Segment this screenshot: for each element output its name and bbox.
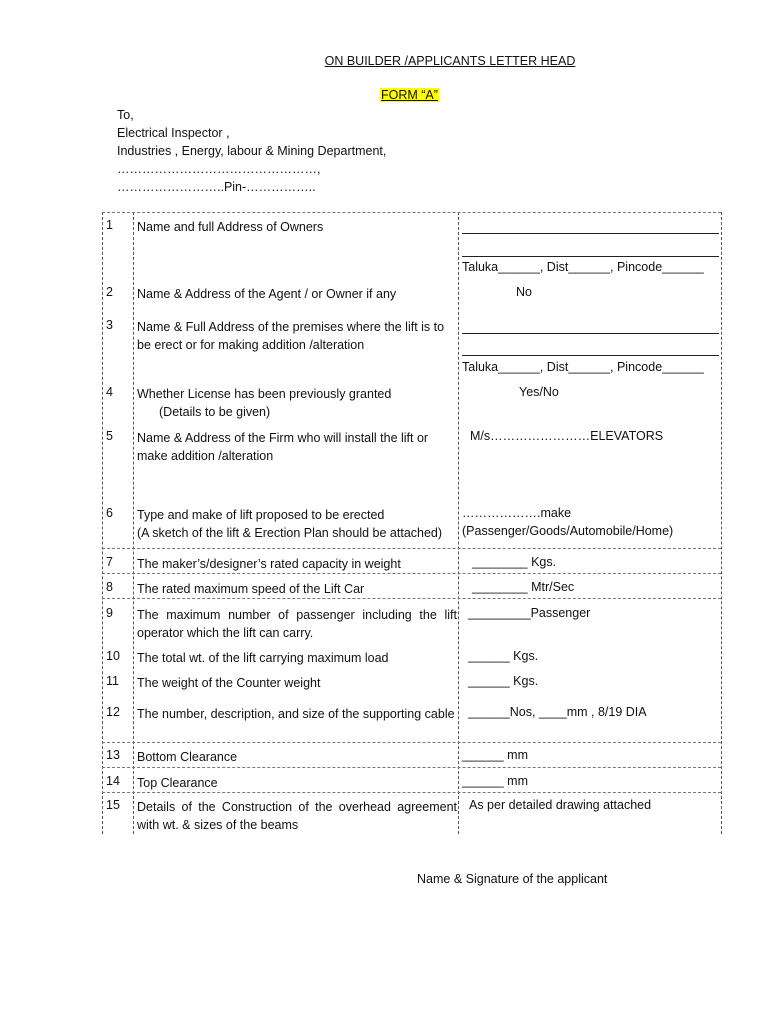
row-label: The maximum number of passenger including the lift operator which the lift can carry. xyxy=(137,608,457,640)
row-number: 12 xyxy=(106,705,120,719)
row-label: The rated maximum speed of the Lift Car xyxy=(137,582,365,596)
row-label: The total wt. of the lift carrying maximum load xyxy=(137,651,389,665)
row-number: 4 xyxy=(106,385,113,399)
row-label-note: (A sketch of the lift & Erection Plan should be attached) xyxy=(137,526,443,540)
row-number: 5 xyxy=(106,429,113,443)
row-value: Taluka______, Dist______, Pincode______ xyxy=(462,360,704,374)
row-label: Name & Address of the Firm who will install the lift or make addition /alteration xyxy=(137,431,429,463)
row-number: 7 xyxy=(106,555,113,569)
row-value: ______ mm xyxy=(462,774,529,788)
row-label: Details of the Construction of the overhead agreement with wt. & sizes of the beams xyxy=(137,800,457,832)
row-value: ……………….make xyxy=(462,506,572,520)
address-line-2: Industries , Energy, labour & Mining Department, xyxy=(117,144,387,158)
row-number: 10 xyxy=(106,649,120,663)
row-label: The maker’s/designer’s rated capacity in weight xyxy=(137,557,401,571)
row-number: 13 xyxy=(106,748,120,762)
row-value: ______Nos, ____mm , 8/19 DIA xyxy=(468,705,647,719)
row-value: ______ Kgs. xyxy=(468,674,539,688)
row-label: Name & Address of the Agent / or Owner if any xyxy=(137,287,397,301)
row-number: 3 xyxy=(106,318,113,332)
address-line-3: …………………………………………, xyxy=(117,162,321,176)
page-title: ON BUILDER /APPLICANTS LETTER HEAD xyxy=(324,54,576,68)
row-number: 15 xyxy=(106,798,120,812)
row-label: The number, description, and size of the supporting cable xyxy=(137,707,455,721)
row-value: _________Passenger xyxy=(468,606,591,620)
row-value: ______ Kgs. xyxy=(468,649,539,663)
row-value: No xyxy=(516,285,532,299)
row-label: Name and full Address of Owners xyxy=(137,220,324,234)
row-label: The weight of the Counter weight xyxy=(137,676,321,690)
form-label: FORM “A” xyxy=(381,88,438,102)
row-value: Yes/No xyxy=(519,385,559,399)
address-to: To, xyxy=(117,108,134,122)
row-number: 9 xyxy=(106,606,113,620)
row-label: Bottom Clearance xyxy=(137,750,238,764)
row-number: 2 xyxy=(106,285,113,299)
row-value: ________ Kgs. xyxy=(472,555,557,569)
row-number: 8 xyxy=(106,580,113,594)
row-label: Whether License has been previously granted xyxy=(137,387,392,401)
row-number: 6 xyxy=(106,506,113,520)
address-line-1: Electrical Inspector , xyxy=(117,126,230,140)
row-number: 14 xyxy=(106,774,120,788)
row-number: 11 xyxy=(106,674,119,688)
address-line-4: ……………………..Pin-…………….. xyxy=(117,180,316,194)
row-value: ________ Mtr/Sec xyxy=(472,580,575,594)
row-value: As per detailed drawing attached xyxy=(469,798,652,812)
row-value: ______ mm xyxy=(462,748,529,762)
row-number: 1 xyxy=(106,218,113,232)
row-value: M/s……………………ELEVATORS xyxy=(470,429,664,443)
row-label: Type and make of lift proposed to be erected xyxy=(137,508,385,522)
signature-label: Name & Signature of the applicant xyxy=(417,872,608,886)
row-label-note: (Details to be given) xyxy=(159,405,271,419)
row-value-note: (Passenger/Goods/Automobile/Home) xyxy=(462,524,674,538)
row-label: Top Clearance xyxy=(137,776,218,790)
row-value: Taluka______, Dist______, Pincode______ xyxy=(462,260,704,274)
row-label: Name & Full Address of the premises where the lift is to be erect or for making addition /alteration xyxy=(137,320,445,352)
